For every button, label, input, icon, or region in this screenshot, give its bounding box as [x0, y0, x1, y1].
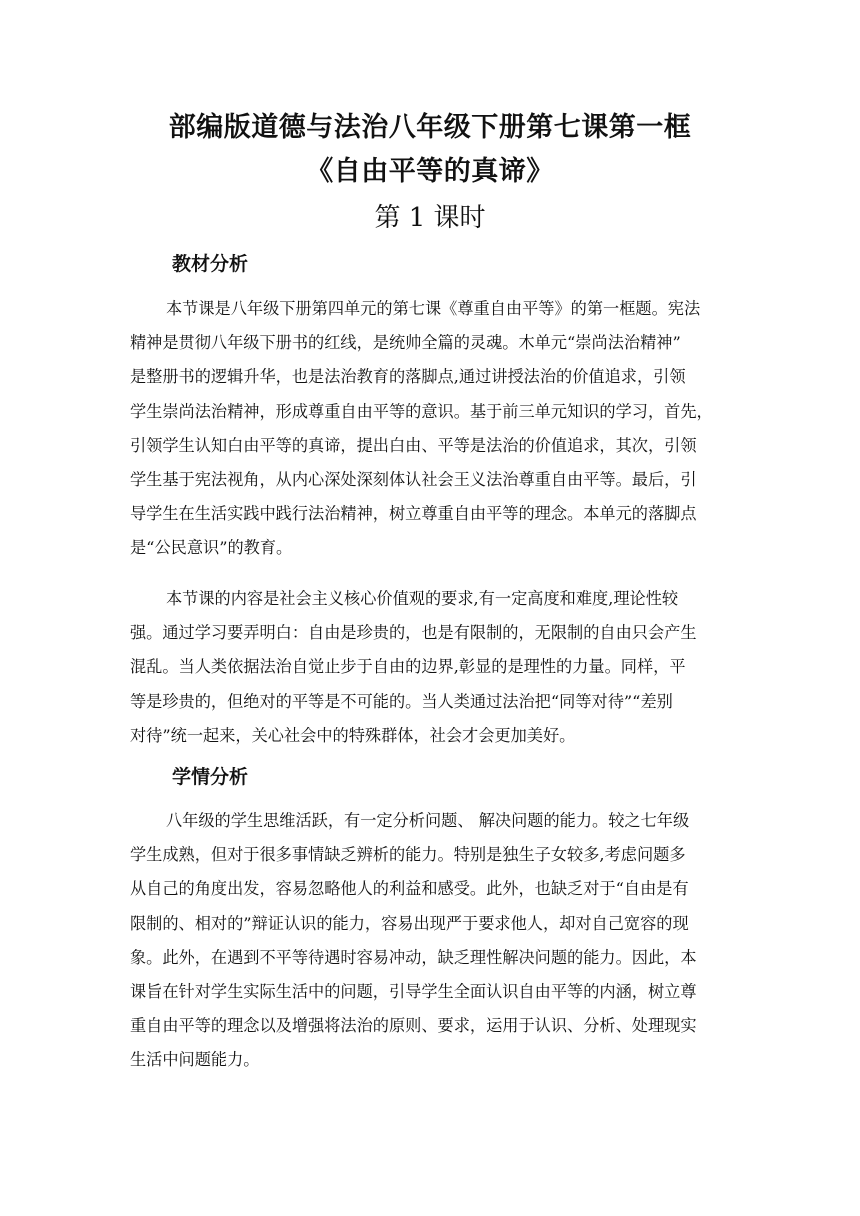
paragraph-line: 学生崇尚法治精神，形成尊重自由平等的意识。基于前三单元知识的学习，首先，	[130, 401, 713, 421]
paragraph-line: 对待”统一起来，关心社会中的特殊群体，社会才会更加美好。	[130, 725, 576, 745]
lesson-period: 第 1 课时	[374, 203, 486, 233]
paragraph-line: 生活中问题能力。	[130, 1050, 260, 1070]
paragraph-line: 学生成熟，但对于很多事情缺乏辨析的能力。特别是独生子女较多,考虑问题多	[130, 845, 686, 865]
paragraph-line: 象。此外，在遇到不平等待遇时容易冲动，缺乏理性解决问题的能力。因此，本	[130, 947, 697, 967]
paragraph-line: 限制的、相对的”辩证认识的能力，容易出现严于要求他人，却对自己宽容的现	[130, 913, 689, 933]
paragraph-line: 精神是贯彻八年级下册书的红线，是统帅全篇的灵魂。木单元“崇尚法治精神”	[130, 333, 681, 353]
paragraph-line: 是整册书的逻辑升华，也是法治教育的落脚点,通过讲授法治的价值追求，引领	[130, 367, 686, 387]
paragraph-line: 混乱。当人类依据法治自觉止步于自由的边界,彰显的是理性的力量。同样，平	[130, 657, 686, 677]
paragraph-textbook-analysis-1	[130, 292, 750, 566]
paragraph-line: 重自由平等的理念以及增强将法治的原则、要求，运用于认识、分析、处理现实	[130, 1016, 697, 1036]
paragraph-line: 是“公民意识”的教育。	[130, 538, 293, 558]
paragraph-line: 等是珍贵的，但绝对的平等是不可能的。当人类通过法治把“同等对待”“差别	[130, 691, 673, 711]
paragraph-line: 导学生在生活实践中践行法治精神，树立尊重自由平等的理念。本单元的落脚点	[130, 504, 697, 524]
section-heading-textbook-analysis: 教材分析	[172, 253, 249, 275]
paragraph-student-analysis	[130, 804, 750, 1078]
paragraph-line: 课旨在针对学生实际生活中的问题，引导学生全面认识自由平等的内涵，树立尊	[130, 981, 697, 1001]
section-heading-student-analysis: 学情分析	[172, 766, 249, 788]
paragraph-line: 从自己的角度出发，容易忽略他人的利益和感受。此外，也缺乏对于“自由是有	[130, 879, 689, 899]
paragraph-line: 本节课的内容是社会主义核心价值观的要求,有一定高度和难度,理论性较	[166, 589, 679, 608]
paragraph-line: 引领学生认知白由平等的真谛，提出白由、平等是法治的价值追求，其次，引领	[130, 435, 697, 455]
document-title-line1: 部编版道德与法治八年级下册第七课第一框	[168, 112, 692, 143]
paragraph-line: 本节课是八年级下册第四单元的第七课《尊重自由平等》的第一框题。宪法	[166, 299, 701, 318]
paragraph-line: 学生基于宪法视角，从内心深处深刻体认社会王义法治尊重自由平等。最后，引	[130, 469, 697, 489]
paragraph-line: 强。通过学习要弄明白：自由是珍贵的，也是有限制的，无限制的自由只会产生	[130, 623, 697, 643]
document-title-line2: 《自由平等的真谛》	[306, 156, 554, 187]
paragraph-textbook-analysis-2	[130, 582, 750, 753]
paragraph-line: 八年级的学生思维活跃，有一定分析问题、 解决问题的能力。较之七年级	[166, 811, 690, 830]
